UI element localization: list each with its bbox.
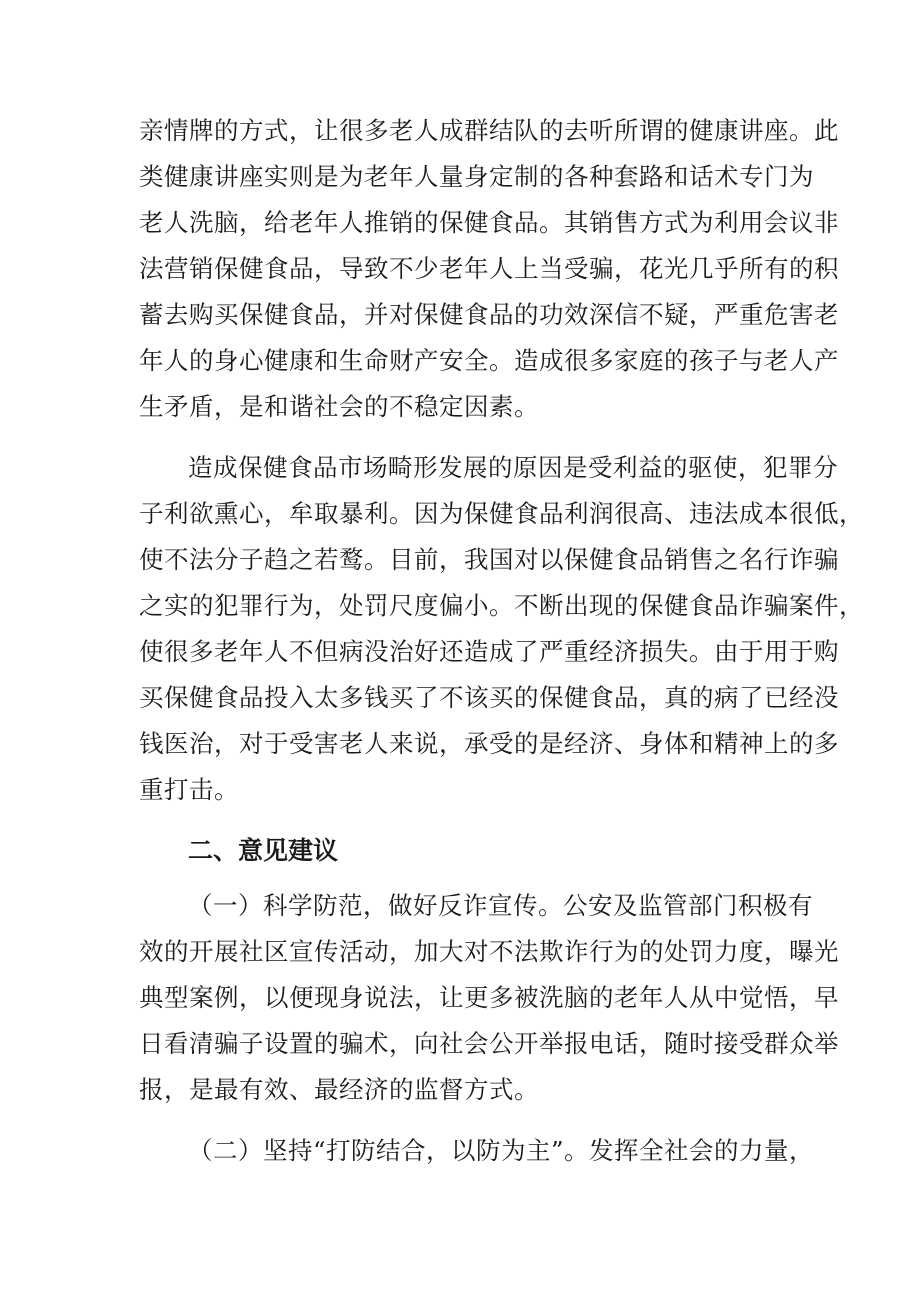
paragraph-line: 蓄去购买保健食品，并对保健食品的功效深信不疑，严重危害老 <box>139 300 839 329</box>
paragraph-line: 之实的犯罪行为，处罚尺度偏小。不断出现的保健食品诈骗案件， <box>139 591 864 620</box>
paragraph-line: 年人的身心健康和生命财产安全。造成很多家庭的孩子与老人产 <box>139 346 839 375</box>
paragraph-line: （二）坚持“打防结合，以防为主”。发挥全社会的力量， <box>188 1136 815 1165</box>
paragraph-line: 老人洗脑，给老年人推销的保健食品。其销售方式为利用会议非 <box>139 208 839 237</box>
paragraph-line: 法营销保健食品，导致不少老年人上当受骗，花光几乎所有的积 <box>139 254 839 283</box>
paragraph-line: 类健康讲座实则是为老年人量身定制的各种套路和话术专门为 <box>139 162 814 191</box>
paragraph-line: 亲情牌的方式，让很多老人成群结队的去听所谓的健康讲座。此 <box>139 116 839 145</box>
paragraph-line: 重打击。 <box>139 775 239 804</box>
paragraph-line: 造成保健食品市场畸形发展的原因是受利益的驱使，犯罪分 <box>188 453 838 482</box>
paragraph-line: 子利欲熏心，牟取暴利。因为保健食品利润很高、违法成本很低， <box>139 499 864 528</box>
paragraph-line: 使不法分子趋之若鹜。目前，我国对以保健食品销售之名行诈骗 <box>139 545 839 574</box>
paragraph-line: 效的开展社区宣传活动，加大对不法欺诈行为的处罚力度，曝光 <box>139 937 839 966</box>
paragraph-line: 钱医治，对于受害老人来说，承受的是经济、身体和精神上的多 <box>139 729 839 758</box>
paragraph-line: 买保健食品投入太多钱买了不该买的保健食品，真的病了已经没 <box>139 683 839 712</box>
paragraph-line: 典型案例，以便现身说法，让更多被洗脑的老年人从中觉悟，早 <box>139 983 839 1012</box>
paragraph-line: 使很多老年人不但病没治好还造成了严重经济损失。由于用于购 <box>139 637 839 666</box>
paragraph-line: 报，是最有效、最经济的监督方式。 <box>139 1075 539 1104</box>
section-heading: 二、意见建议 <box>188 836 339 865</box>
paragraph-line: （一）科学防范，做好反诈宣传。公安及监管部门积极有 <box>188 891 813 920</box>
paragraph-line: 日看清骗子设置的骗术，向社会公开举报电话，随时接受群众举 <box>139 1029 839 1058</box>
paragraph-line: 生矛盾，是和谐社会的不稳定因素。 <box>139 392 539 421</box>
